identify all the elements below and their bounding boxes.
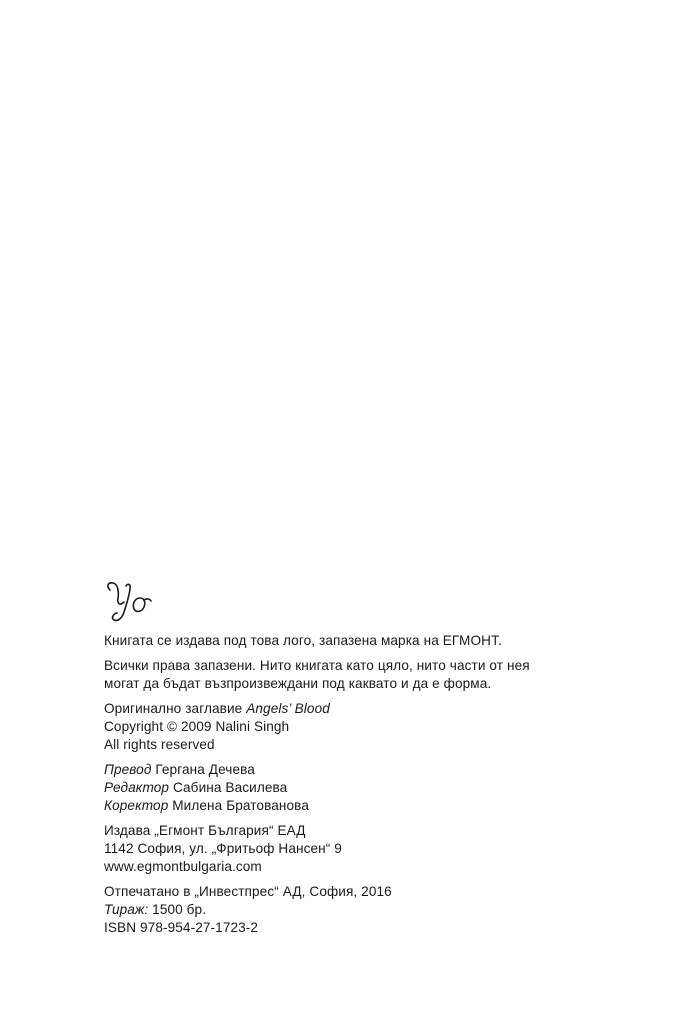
- publisher-website: www.egmontbulgaria.com: [104, 859, 262, 874]
- proofreader-line: [104, 797, 624, 815]
- rights-paragraph: [104, 657, 624, 693]
- original-title-paragraph: [104, 700, 624, 754]
- publisher-address: 1142 София, ул. „Фритьоф Нансен“ 9: [104, 841, 342, 856]
- editor-line: [104, 779, 624, 797]
- credits-paragraph: [104, 761, 624, 815]
- translator-name: Гергана Дечева: [155, 762, 255, 777]
- original-title-line: [104, 700, 624, 718]
- translator-line: [104, 761, 624, 779]
- imprint-block: [104, 632, 624, 944]
- editor-name: Сабина Василева: [172, 780, 288, 795]
- original-title-label: Оригинално заглавие: [104, 701, 243, 716]
- print-run-line: [104, 901, 624, 919]
- isbn-line: ISBN 978-954-27-1723-2: [104, 920, 259, 935]
- copyright-line: Copyright © 2009 Nalini Singh: [104, 719, 290, 734]
- logo-note-paragraph: [104, 632, 624, 650]
- publisher-paragraph: [104, 822, 624, 876]
- proofreader-name: Милена Братованова: [172, 798, 310, 813]
- print-run-label: Тираж:: [104, 902, 149, 917]
- print-paragraph: [104, 883, 624, 937]
- rights-line-1: Всички права запазени. Нито книгата като цяло, нито части от нея: [104, 658, 530, 673]
- original-title-value: Angels’ Blood: [246, 701, 330, 716]
- proofreader-label: Коректор: [104, 798, 169, 813]
- print-run-value: 1500 бр.: [152, 902, 207, 917]
- all-rights-reserved-line: All rights reserved: [104, 737, 215, 752]
- translator-label: Превод: [104, 762, 152, 777]
- printed-line: Отпечатано в „Инвестпрес“ АД, София, 2016: [104, 884, 392, 899]
- editor-label: Редактор: [104, 780, 170, 795]
- logo-note-text: Книгата се издава под това лого, запазена марка на ЕГМОНТ.: [104, 633, 502, 648]
- rights-line-2: могат да бъдат възпроизвеждани под каквато и да е форма.: [104, 676, 492, 691]
- yo-monogram-logo-icon: [104, 580, 160, 624]
- publisher-line: Издава „Егмонт България“ ЕАД: [104, 823, 306, 838]
